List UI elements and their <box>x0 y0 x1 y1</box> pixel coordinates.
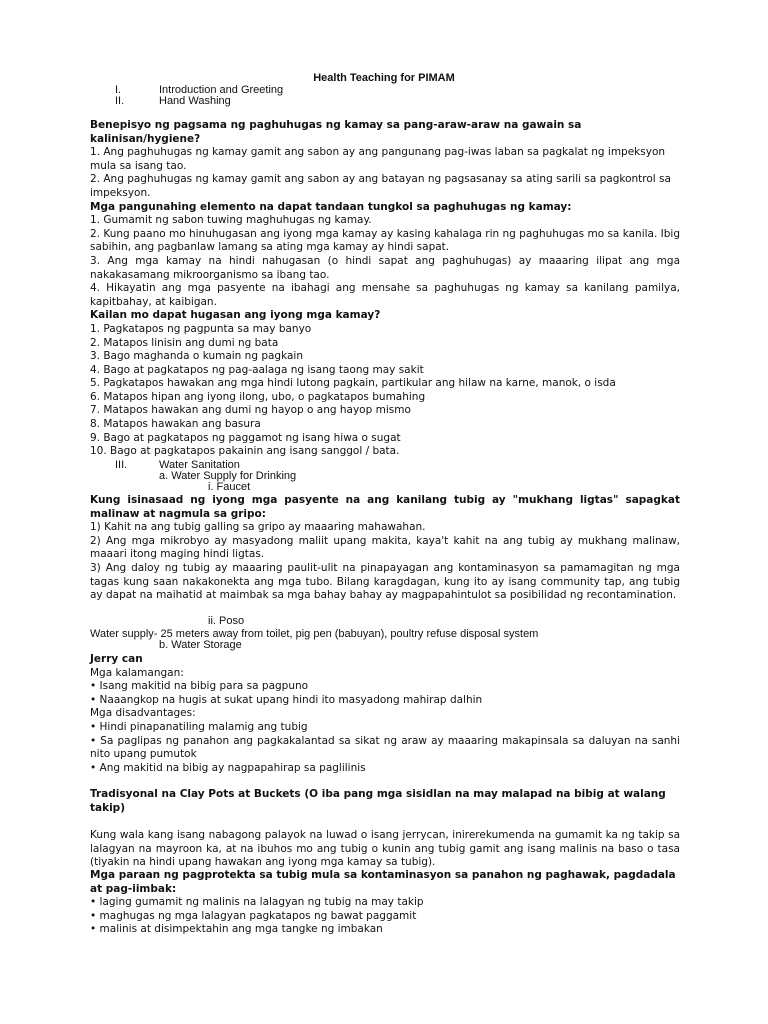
list-item: 8. Matapos hawakan ang basura <box>90 418 261 431</box>
list-item: 1. Pagkatapos ng pagpunta sa may banyo <box>90 322 312 335</box>
hand-washing-section <box>90 119 680 459</box>
faucet-item: 2) Ang mga mikrobyo ay masyadong maliit upang makita, kaya't kahit na ang tubig ay mukhang malinaw, maaari itong maging hindi ligtas. <box>90 534 680 561</box>
elements-heading: Mga pangunahing elemento na dapat tandaan tungkol sa paghuhugas ng kamay: <box>90 200 572 213</box>
outline-water <box>115 460 515 496</box>
list-item: 9. Bago at pagkatapos ng paggamot ng isang hiwa o sugat <box>90 431 401 444</box>
faucet-section <box>90 494 680 603</box>
list-item: • Hindi pinapanatiling malamig ang tubig <box>90 720 308 733</box>
outline-number: III. <box>115 459 128 471</box>
faucet-item: 1) Kahit na ang tubig galling sa gripo ay maaaring mahawahan. <box>90 521 426 534</box>
element-item: 4. Hikayatin ang mga pasyente na ibahagi ang mensahe sa paghuhugas ng kamay sa kanilang pamilya, kapitbahay, at kaibigan. <box>90 282 680 308</box>
element-item: 1. Gumamit ng sabon tuwing maghuhugas ng kamay. <box>90 214 372 227</box>
when-list <box>90 323 680 459</box>
outline-subitem: ii. Poso <box>208 615 245 627</box>
outline-intro <box>115 85 415 109</box>
list-item: 6. Matapos hipan ang iyong ilong, ubo, o pagkatapos bumahing <box>90 390 426 403</box>
outline-subitem: i. Faucet <box>208 481 251 493</box>
list-item: 5. Pagkatapos hawakan ang mga hindi lutong pagkain, partikular ang hilaw na karne, manok, o isda <box>90 377 616 390</box>
protect-heading: Mga paraan ng pagprotekta sa tubig mula sa kontaminasyon sa panahon ng paghawak, pagdadala at pag-iimbak: <box>90 869 676 895</box>
outline-item <box>115 96 415 108</box>
element-item: 3. Ang mga kamay na hindi nahugasan (o hindi sapat ang paghuhugas) ay maaaring ilipat ang mga nakakasamang mikroorganismo sa ibang tao. <box>90 254 680 281</box>
outline-text: Hand Washing <box>159 95 231 107</box>
outline-number: II. <box>115 95 125 107</box>
advantages-heading: Mga kalamangan: <box>90 666 184 679</box>
jerry-heading: Jerry can <box>90 653 143 665</box>
faucet-heading: Kung isinasaad ng iyong mga pasyente na ang kanilang tubig ay "mukhang ligtas" sapagkat malinaw at nagmula sa gripo: <box>90 494 680 520</box>
disadvantages-heading: Mga disadvantages: <box>90 707 196 720</box>
clay-heading: Tradisyonal na Clay Pots at Buckets (O iba pang mga sisidlan na may malapad na bibig at walang takip) <box>90 788 666 814</box>
benefits-heading: Benepisyo ng pagsama ng paghuhugas ng kamay sa pang-araw-araw na gawain sa kalinisan/hygiene? <box>90 119 582 145</box>
clay-pots-section <box>90 788 680 870</box>
list-item: • Ang makitid na bibig ay nagpapahirap sa paglilinis <box>90 761 366 774</box>
list-item: • maghugas ng mga lalagyan pagkatapos ng bawat paggamit <box>90 909 417 922</box>
element-item: 2. Kung paano mo hinuhugasan ang iyong mga kamay ay kasing kahalaga rin ng paghuhugas mo sa kanila. Ibig sabihin, ang pagbanlaw lamang sa ating mga kamay ay hindi sapat. <box>90 227 680 254</box>
benefit-item: 2. Ang paghuhugas ng kamay gamit ang sabon ay ang batayan ng pagsasanay sa ating sarili sa pagkontrol sa impeksyon. <box>90 173 671 199</box>
outline-subitem: b. Water Storage <box>159 639 242 651</box>
list-item: 4. Bago at pagkatapos ng pag-aalaga ng isang taong may sakit <box>90 363 424 376</box>
page-title: Health Teaching for PIMAM <box>313 72 455 84</box>
list-item: 10. Bago at pagkatapos pakainin ang isang sanggol / bata. <box>90 445 400 458</box>
outline-text: Introduction and Greeting <box>159 84 284 96</box>
benefit-item: 1. Ang paghuhugas ng kamay gamit ang sabon ay ang pangunang pag-iwas laban sa pagkalat ng impeksyon mula sa isang tao. <box>90 146 666 172</box>
faucet-item: 3) Ang daloy ng tubig ay maaaring paulit-ulit na pinapayagan ang kontaminasyon sa pamamagitan ng mga tagas kung saan nakakonekta ang mga tubo. Bilang karagdagan, kung ito ay isang community tap, ang tubig ay dapat na maihatid at maimbak sa mga bahay bahay ay magpapahintulot sa posibilidad ng recontamination. <box>90 561 680 602</box>
list-item: • Isang makitid na bibig para sa pagpuno <box>90 680 309 693</box>
outline-subitem: a. Water Supply for Drinking <box>159 470 297 482</box>
outline-number: I. <box>115 84 122 96</box>
outline-text: Water Sanitation <box>159 459 240 471</box>
list-item: • laging gumamit ng malinis na lalagyan ng tubig na may takip <box>90 896 424 909</box>
list-item: 3. Bago maghanda o kumain ng pagkain <box>90 350 303 363</box>
water-supply-text: Water supply- 25 meters away from toilet, pig pen (babuyan), poultry refuse disposal system <box>90 628 539 640</box>
clay-paragraph: Kung wala kang isang nabagong palayok na luwad o isang jerrycan, inirerekumenda na gumamit ka ng takip sa lalagyan na mayroon ka, at na ibuhos mo ang tubig o kunin ang tubig gamit ang isang malinis na baso o tasa (tiyakin na hindi upang hawakan ang iyong mga kamay sa tubig). <box>90 829 680 869</box>
jerry-can-section <box>90 653 680 775</box>
list-item: 7. Matapos hawakan ang dumi ng hayop o ang hayop mismo <box>90 404 411 417</box>
list-item: • Naaangkop na hugis at sukat upang hindi ito masyadong mahirap dalhin <box>90 693 483 706</box>
list-item: • Sa paglipas ng panahon ang pagkakalantad sa sikat ng araw ay maaaring makapinsala sa daluyan na sanhi nito upang pumutok <box>90 734 680 761</box>
when-heading: Kailan mo dapat hugasan ang iyong mga kamay? <box>90 309 381 322</box>
list-item: • malinis at disimpektahin ang mga tangke ng imbakan <box>90 923 383 936</box>
protection-section <box>90 869 680 937</box>
list-item: 2. Matapos linisin ang dumi ng bata <box>90 336 279 349</box>
